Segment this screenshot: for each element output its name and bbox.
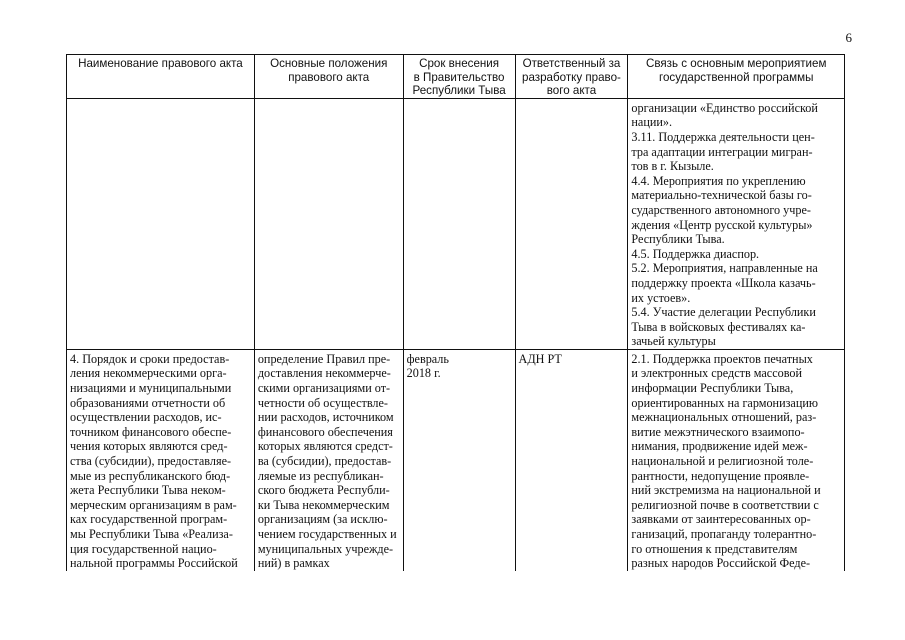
text-line: ция государственной нацио- [70, 541, 217, 556]
header-responsible-line: разработку право- [522, 70, 621, 84]
text-line: религиозной почве в соответствии с [631, 497, 819, 512]
text-line: организациям (за исклю- [257, 512, 388, 527]
text-line: 2.1. Поддержка проектов печатных [631, 351, 813, 366]
page-number: 6 [845, 30, 852, 45]
cell-responsible-empty [515, 98, 628, 349]
text-line: 4.4. Мероприятия по укреплению [631, 173, 806, 188]
cell-program-link-continuation [628, 98, 845, 349]
text-line: и электронных средств массовой [631, 366, 803, 381]
text-line: чением государственных и [257, 527, 397, 541]
text-line: витие межэтнического взаимопо- [631, 424, 805, 439]
text-line: их устоев». [631, 290, 691, 305]
cell-provisions-empty [254, 98, 403, 349]
text-line: сударственного автономного учре- [631, 202, 811, 217]
header-provisions-line: правового акта [288, 70, 370, 84]
header-act-line: Наименование правового акта [78, 57, 243, 70]
text-line: муниципальных учрежде- [257, 541, 394, 556]
text-line: ки Тыва некоммерческим [257, 497, 390, 512]
text-line: ва (субсидии), предостав- [257, 454, 392, 469]
header-provisions-line: Основные положения [270, 57, 388, 70]
header-deadline-line: Республики Тыва [412, 84, 506, 98]
text-line: четности об осуществле- [257, 395, 388, 410]
text-line: которых являются средст- [257, 439, 393, 454]
text-line: ний) в рамках [257, 556, 330, 571]
text-line: ления некоммерческими орга- [70, 366, 227, 381]
text-line: ского бюджета Республи- [257, 483, 390, 498]
text-line: ний экстремизма на национальной и [631, 483, 821, 498]
text-line: Тыва в войсковых фестивалях ка- [631, 319, 806, 334]
text-line: ства (субсидии), предоставляе- [70, 454, 232, 469]
text-line: мые из республиканского бюд- [70, 468, 231, 483]
text-line: зачьей культуры [631, 334, 716, 349]
text-line: заявками от заинтересованных ор- [631, 512, 811, 527]
cell-deadline [403, 349, 515, 570]
text-line: ждения «Центр русской культуры» [631, 217, 813, 232]
cell-deadline-empty [403, 98, 515, 349]
table-row-continuation [67, 98, 845, 349]
text-line: 4. Порядок и сроки предостав- [70, 351, 230, 366]
header-responsible-line: вого акта [546, 84, 597, 98]
text-line: ганизаций, пропаганду толерантно- [631, 527, 817, 541]
text-line: низациями и муниципальными [70, 381, 232, 396]
text-line: осуществлении расходов, ис- [70, 410, 222, 425]
text-line: мы Республики Тыва «Реализа- [70, 527, 233, 541]
text-line: Республики Тыва. [631, 232, 725, 247]
text-line: 5.2. Мероприятия, направленные на [631, 261, 818, 276]
text-line: тра адаптации интеграции мигран- [631, 144, 813, 159]
text-line: ках государственной програм- [70, 512, 228, 527]
header-row [67, 55, 845, 99]
text-line: рантности, недопущение проявле- [631, 468, 810, 483]
header-deadline-line: в Правительство [413, 70, 505, 84]
text-line: 3.11. Поддержка деятельности цен- [631, 129, 815, 144]
text-line: точником финансового обеспе- [70, 424, 232, 439]
cell-program-link [628, 349, 845, 570]
cell-provisions [254, 349, 403, 570]
text-line: скими организациями от- [257, 381, 391, 396]
text-line: национальной и религиозной толе- [631, 454, 814, 469]
text-line: разных народов Российской Феде- [631, 556, 811, 571]
text-line: поддержку проекта «Школа казачь- [631, 275, 816, 290]
text-line: тов в г. Кызыле. [631, 159, 714, 174]
text-line: межнациональных отношений, раз- [631, 410, 817, 425]
text-line: ляемые из республикан- [257, 468, 384, 483]
header-provisions [254, 55, 403, 99]
header-responsible [515, 55, 628, 99]
header-link-line: государственной программы [659, 70, 814, 84]
text-line: информации Республики Тыва, [631, 381, 794, 396]
text-line: го отношения к представителям [631, 541, 798, 556]
text-line: жета Республики Тыва неком- [70, 483, 226, 498]
text-line: определение Правил пре- [257, 351, 391, 366]
text-line: доставления некоммерче- [257, 366, 391, 381]
header-deadline-line: Срок внесения [419, 57, 500, 70]
header-responsible-line: Ответственный за [522, 57, 621, 70]
text-line: нимания, продвижение идей меж- [631, 439, 808, 454]
text-line: чения которых являются сред- [70, 439, 228, 454]
cell-responsible [515, 349, 628, 570]
text-line: организации «Единство российской [631, 100, 818, 115]
text-line: нии расходов, источником [257, 410, 394, 425]
header-deadline [403, 55, 515, 99]
cell-act-empty [67, 98, 255, 349]
cell-act-name [67, 349, 255, 570]
responsible-value: АДН РТ [518, 351, 562, 366]
text-line: февраль [406, 351, 449, 366]
text-line: мерческим организациям в рам- [70, 497, 237, 512]
header-link-line: Связь с основным мероприятием [645, 57, 827, 70]
text-line: финансового обеспечения [257, 424, 393, 439]
legal-acts-table [66, 54, 845, 571]
text-line: материально-технической базы го- [631, 188, 812, 203]
text-line: образованиями отчетности об [70, 395, 226, 410]
table-row-4 [67, 349, 845, 570]
header-act-name [67, 55, 255, 99]
text-line: 5.4. Участие делегации Республики [631, 305, 816, 320]
text-line: нальной программы Российской [70, 556, 238, 571]
text-line: нации». [631, 115, 673, 130]
text-line: 2018 г. [406, 366, 441, 381]
text-line: ориентированных на гармонизацию [631, 395, 818, 410]
header-program-link [628, 55, 845, 99]
text-line: 4.5. Поддержка диаспор. [631, 246, 760, 261]
